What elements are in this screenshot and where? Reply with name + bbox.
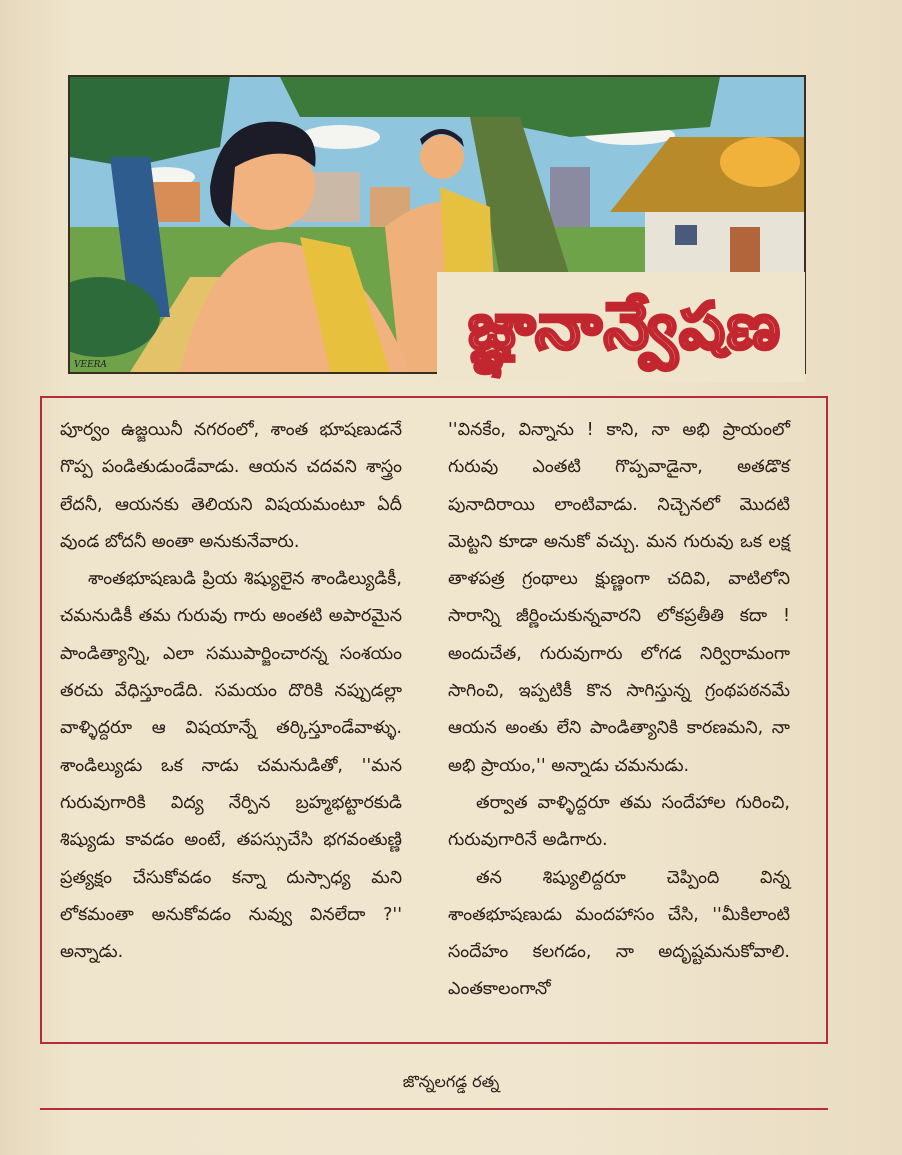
paragraph-left-1: పూర్వం ఉజ్జయినీ నగరంలో, శాంత భూషణుడనే గొప్ప పండితుడుండేవాడు. ఆయన చదవని శాస్త్రం లేదనీ, ఆయనకు తెలియని విషయమంటూ ఏదీ వుండ బోదనీ అంతా అనుకునేవారు.	[60, 420, 402, 552]
paragraph-right-3: తన శిష్యులిద్దరూ చెప్పింది విన్న శాంతభూషణుడు మందహాసం చేసి, ''మీకిలాంటి సందేహం కలగడం, నా అదృష్టమనుకోవాలి. ఎంతకాలంగానో	[448, 867, 790, 1000]
paragraph-left-2: శాంతభూషణుడి ప్రియ శిష్యులైన శాండిల్యుడికీ, చమనుడికీ తమ గురువు గారు అంతటి అపారమైన పాండిత్యాన్ని, ఎలా సముపార్జించారన్న సంశయం తరచు వేధిస్తూండేది. సమయం దొరికి నప్పుడల్లా వాళ్ళిద్దరూ ఆ విషయాన్నే తర్కిస్తూండేవాళ్ళు. శాండిల్యుడు ఒక నాడు చమనుడితో, ''మన గురువుగారికి విద్య నేర్పిన బ్రహ్మభట్టారకుడి శిష్యుడు కావడం అంటే, తపస్సుచేసి భగవంతుణ్ణి ప్రత్యక్షం చేసుకోవడం కన్నా దుస్సాధ్య మని లోకమంతా అనుకోవడం నువ్వు వినలేదా ?'' అన్నాడు.	[60, 569, 402, 963]
illustrator-signature: VEERA	[74, 360, 107, 370]
right-column	[448, 412, 790, 1009]
paragraph-right-1: ''వినకేం, విన్నాను ! కాని, నా అభి ప్రాయంలో గురువు ఎంతటి గొప్పవాడైనా, అతడొక పునాదిరాయి లాంటివాడు. నిచ్చెనలో మొదటి మెట్టని కూడా అనుకో వచ్చు. మన గురువు ఒక లక్ష తాళపత్ర గ్రంథాలు క్షుణ్ణంగా చదివి, వాటిలోని సారాన్ని జీర్ణించుకున్నవారని లోకప్రతీతి కదా ! అందుచేత, గురువుగారు లోగడ నిర్విరామంగా సాగించి, ఇప్పటికీ కొన సాగిస్తున్న గ్రంథపఠనమే ఆయన అంతు లేని పాండిత్యానికి కారణమని, నా అభి ప్రాయం,'' అన్నాడు చమనుడు.	[448, 420, 790, 776]
left-column	[60, 412, 402, 971]
bottom-divider	[40, 1108, 828, 1110]
paragraph-right-2: తర్వాత వాళ్ళిద్దరూ తమ సందేహాల గురించి, గురువుగారినే అడిగారు.	[448, 792, 790, 851]
author-name: జొన్నలగడ్డ రత్న	[402, 1072, 500, 1091]
story-title: జ్ఞానాన్వేషణ	[468, 290, 782, 364]
